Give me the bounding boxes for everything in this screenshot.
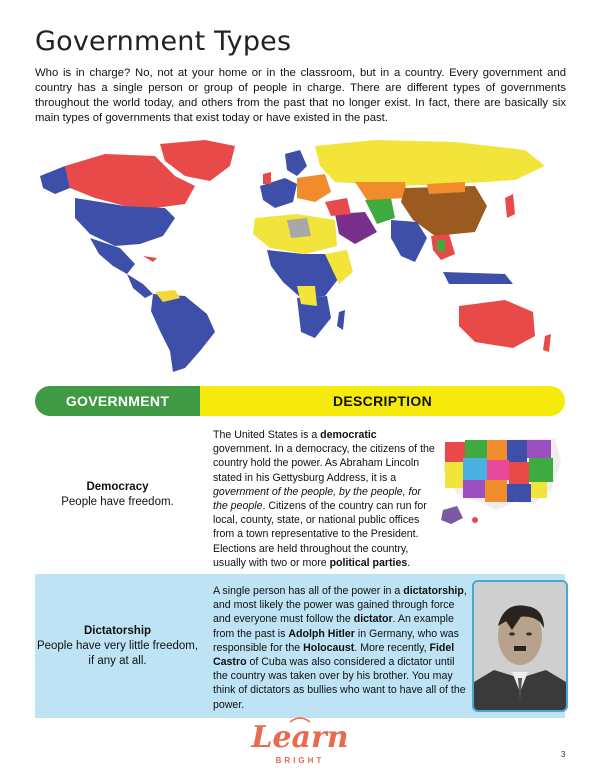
- table-header: [35, 386, 565, 416]
- democracy-cell: [35, 480, 200, 510]
- map-scandinavia: [285, 150, 307, 176]
- map-kazakhstan: [355, 182, 407, 200]
- map-algeria-gray: [287, 218, 311, 238]
- term-political-parties: political parties: [329, 556, 408, 569]
- term-dictatorship: dictatorship: [403, 585, 464, 597]
- logo-subtext: BRIGHT: [275, 756, 325, 765]
- text-segment: . More recently,: [354, 641, 430, 654]
- map-australia: [459, 300, 535, 348]
- text-segment: , and most likely the power was gained through force and everyone must follow the: [213, 585, 467, 626]
- page-title: Government Types: [35, 26, 292, 57]
- map-saudi: [335, 212, 377, 244]
- logo-text: Learn: [251, 720, 349, 755]
- quote-lincoln: government of the people, by the people, for the people: [213, 485, 421, 513]
- map-europe-east: [297, 174, 331, 202]
- text-segment: government. In a democracy, the citizens of the country hold the power. As Abraham Lincoln stated in his Gettysburg Address, it is a: [213, 443, 435, 484]
- header-government: GOVERNMENT: [35, 386, 200, 416]
- democracy-name: Democracy: [86, 481, 149, 493]
- map-cuba: [143, 256, 157, 262]
- text-segment: . Citizens of the country can run for local, county, state, or national public offices from a town representative to the President. Elections are held throughout the country, usually with two or more: [213, 500, 427, 569]
- term-democratic: democratic: [320, 429, 377, 441]
- dictatorship-name: Dictatorship: [83, 625, 152, 637]
- term-dictator: dictator: [353, 613, 393, 626]
- map-south-america: [151, 294, 215, 372]
- dictatorship-row: [35, 574, 565, 718]
- democracy-summary: People have freedom.: [61, 496, 174, 508]
- map-indonesia: [443, 272, 513, 284]
- map-uk: [263, 172, 271, 184]
- dictatorship-summary: People have very little freedom, if any at all.: [36, 640, 199, 667]
- map-central-america: [127, 274, 153, 298]
- map-new-zealand: [543, 334, 551, 352]
- text-segment: of Cuba was also considered a dictator until the country was taken over by his brother. You may think of dictators as bullies who want to have all of the power.: [213, 656, 466, 711]
- map-alaska: [40, 166, 70, 194]
- term-holocaust: Holocaust: [303, 641, 355, 654]
- map-thailand-green: [437, 240, 445, 252]
- world-map-image: [35, 136, 565, 374]
- term-adolph-hitler: Adolph Hitler: [288, 627, 355, 640]
- democracy-row: [35, 424, 565, 572]
- term-fidel-castro: Fidel Castro: [213, 641, 455, 669]
- dictatorship-cell: [35, 624, 200, 669]
- map-india: [391, 220, 427, 262]
- democracy-description: [213, 428, 435, 570]
- map-russia: [315, 140, 545, 186]
- intro-paragraph: Who is in charge? No, not at your home or in the classroom, but in a country. Every government and country has a single person or group of people in charge. There are different types of governments throughout the world today, and others from the past that no longer exist. In fact, there are basically six main types of governments that exist today or have existed in the past.: [35, 67, 566, 124]
- dictatorship-description: [213, 584, 467, 712]
- map-japan: [505, 194, 515, 218]
- map-madagascar: [337, 310, 345, 330]
- page-number: 3: [561, 750, 566, 759]
- text-segment: in Germany, who was responsible for the: [213, 627, 459, 654]
- map-mongolia: [427, 182, 465, 194]
- learn-bright-logo: [220, 716, 380, 770]
- text-segment: The United States is a: [213, 429, 321, 441]
- map-middle-east-red: [325, 198, 351, 216]
- text-segment: . An example from the past is: [213, 613, 454, 640]
- text-segment: A single person has all of the power in a: [213, 585, 404, 597]
- portrait-photo: [472, 580, 568, 712]
- header-description: DESCRIPTION: [200, 386, 565, 416]
- text-segment: .: [407, 556, 411, 569]
- us-states-map-image: [435, 432, 565, 527]
